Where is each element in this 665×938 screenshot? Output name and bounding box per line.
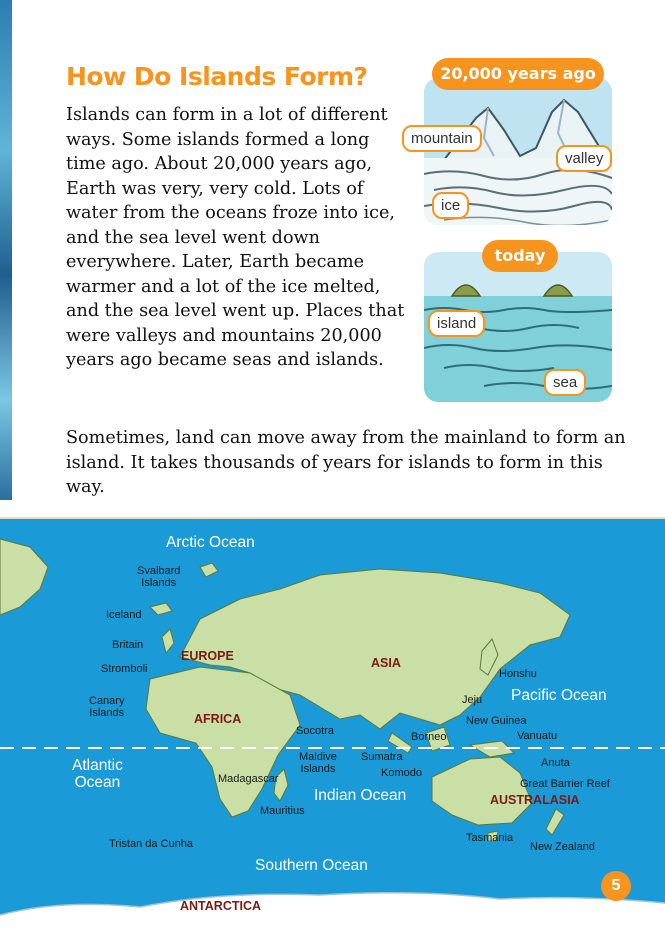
honshu-label: Honshu bbox=[499, 668, 537, 680]
pacific-ocean-label: Pacific Ocean bbox=[511, 687, 607, 704]
valley-label: valley bbox=[556, 145, 612, 172]
southern-ocean-label: Southern Ocean bbox=[255, 857, 368, 874]
anuta-label: Anuta bbox=[541, 757, 570, 769]
asia-label: ASIA bbox=[371, 656, 401, 670]
intro-paragraph: Islands can form in a lot of different ways. Some islands formed a long time ago. About 20,000 years ago, Earth was very, very cold. Lots of water from the oceans froze into ice, and the sea level went down everywhere. Later, Earth became warmer and a lot of the ice melted, and the sea level went up. Places that were valleys and mountains 20,000 years ago became seas and islands. bbox=[66, 105, 405, 370]
africa-label: AFRICA bbox=[194, 712, 242, 726]
madagascar-label: Madagascar bbox=[218, 773, 279, 785]
ice-label: ice bbox=[432, 192, 469, 219]
canary-islands-label bbox=[89, 695, 124, 719]
sea-label: sea bbox=[544, 369, 586, 396]
canary-line1: Canary bbox=[89, 695, 125, 707]
mountain-label: mountain bbox=[402, 125, 482, 152]
svalbard-line1: Svalbard bbox=[137, 565, 181, 577]
second-paragraph: Sometimes, land can move away from the mainland to form an island. It takes thousands of years for islands to form in this way. bbox=[66, 428, 626, 497]
maldive-line1: Maldive bbox=[299, 751, 337, 763]
svalbard-line2: Islands bbox=[141, 577, 177, 589]
svalbard-label bbox=[137, 565, 180, 589]
great-barrier-reef-label: Great Barrier Reef bbox=[520, 778, 610, 790]
atlantic-line1: Atlantic bbox=[72, 757, 123, 774]
new-guinea-label: New Guinea bbox=[466, 715, 527, 727]
iceland-label: Iceland bbox=[106, 609, 142, 621]
page-number-badge: 5 bbox=[601, 871, 631, 901]
mauritius-label: Mauritius bbox=[260, 805, 305, 817]
borneo-label: Borneo bbox=[411, 731, 447, 743]
europe-label: EUROPE bbox=[181, 649, 234, 663]
tristan-da-cunha-label: Tristan da Cunha bbox=[109, 838, 193, 850]
stromboli-label: Stromboli bbox=[101, 663, 148, 675]
antarctica-label: ANTARCTICA bbox=[180, 899, 262, 913]
world-map bbox=[0, 519, 665, 934]
britain-label: Britain bbox=[112, 639, 144, 651]
present-heading-pill: today bbox=[482, 240, 558, 272]
canary-line2: Islands bbox=[89, 707, 125, 719]
past-heading-pill: 20,000 years ago bbox=[432, 58, 604, 90]
komodo-label: Komodo bbox=[381, 767, 422, 779]
australasia-label: AUSTRALASIA bbox=[490, 793, 580, 807]
maldive-islands-label bbox=[299, 751, 337, 775]
island-label: island bbox=[428, 310, 485, 337]
maldive-line2: Islands bbox=[300, 763, 336, 775]
page-title: How Do Islands Form? bbox=[66, 62, 368, 91]
vanuatu-label: Vanuatu bbox=[517, 730, 558, 742]
arctic-ocean-label: Arctic Ocean bbox=[166, 534, 255, 551]
jeju-label: Jeju bbox=[462, 694, 483, 706]
tasmania-label: Tasmania bbox=[466, 832, 514, 844]
atlantic-ocean-label bbox=[72, 757, 123, 791]
sumatra-label: Sumatra bbox=[361, 751, 403, 763]
page-edge-strip bbox=[0, 0, 12, 500]
new-zealand-label: New Zealand bbox=[530, 841, 595, 853]
socotra-label: Socotra bbox=[296, 725, 334, 737]
atlantic-line2: Ocean bbox=[74, 774, 121, 791]
indian-ocean-label: Indian Ocean bbox=[314, 787, 407, 804]
